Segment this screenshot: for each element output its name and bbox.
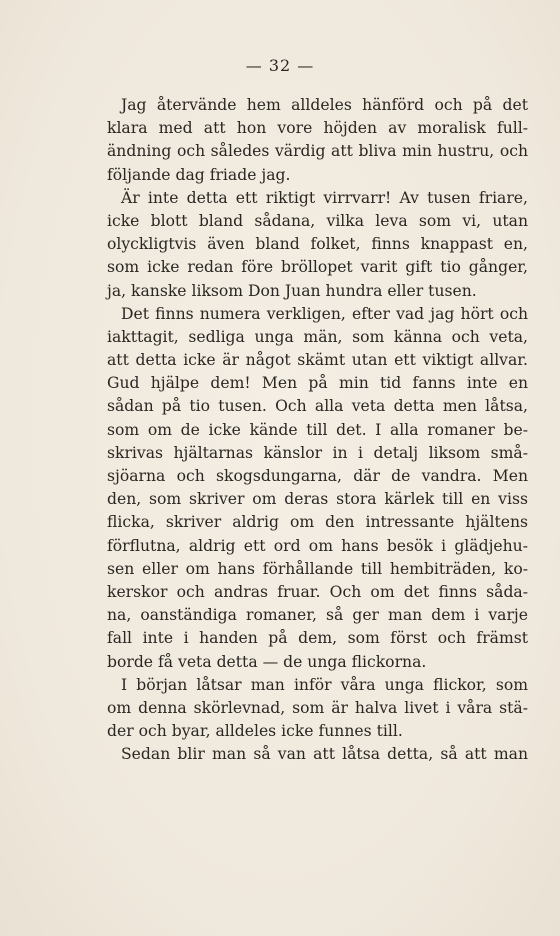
text-line: iakttagit, sedliga unga män, som känna och veta, — [107, 327, 528, 346]
text-line: ändning och således värdig att bliva min hustru, och — [107, 142, 528, 161]
text-line: sen eller om hans förhållande till hembiträden, ko- — [107, 559, 528, 578]
text-line: följande dag friade jag. — [107, 165, 291, 184]
text-line: Jag återvände hem alldeles hänförd och på det — [121, 96, 528, 114]
text-line: borde få veta detta — de unga flickorna. — [107, 652, 427, 671]
page-number: — 32 — — [245, 56, 315, 75]
text-line: skrivas hjältarnas känslor in i detalj liksom små- — [107, 443, 528, 462]
text-line: som om de icke kände till det. I alla romaner be- — [107, 420, 528, 439]
text-line: fall inte i handen på dem, som först och främst — [107, 629, 528, 648]
text-line: Sedan blir man så van att låtsa detta, så att man — [121, 745, 528, 764]
text-line: der och byar, alldeles icke funnes till. — [107, 722, 403, 741]
body-text — [107, 94, 528, 766]
text-line: den, som skriver om deras stora kärlek till en viss — [107, 490, 528, 509]
text-line: na, oanständiga romaner, så ger man dem i varje — [107, 606, 528, 625]
text-line: att detta icke är något skämt utan ett viktigt allvar. — [107, 351, 528, 370]
text-line: om denna skörlevnad, som är halva livet i våra stä- — [107, 698, 528, 717]
text-line: klara med att hon vore höjden av moralisk full- — [107, 119, 528, 138]
text-line: kerskor och andras fruar. Och om det finns såda- — [107, 582, 528, 601]
text-line: sådan på tio tusen. Och alla veta detta men låtsa, — [107, 397, 528, 416]
text-line: som icke redan före bröllopet varit gift tio gånger, — [107, 258, 528, 277]
text-line: sjöarna och skogsdungarna, där de vandra. Men — [107, 467, 528, 485]
text-line: Gud hjälpe dem! Men på min tid fanns inte en — [107, 374, 528, 393]
text-line: Är inte detta ett riktigt virrvarr! Av tusen friare, — [121, 188, 528, 207]
text-line: olyckligtvis även bland folket, finns knappast en, — [107, 235, 528, 254]
text-line: I början låtsar man inför våra unga flickor, som — [121, 675, 528, 694]
text-line: Det finns numera verkligen, efter vad jag hört och — [121, 304, 528, 323]
text-line: ja, kanske liksom Don Juan hundra eller tusen. — [107, 281, 477, 300]
text-line: flicka, skriver aldrig om den intressante hjältens — [107, 513, 528, 532]
text-line: förflutna, aldrig ett ord om hans besök i glädjehu- — [107, 536, 528, 555]
text-line: icke blott bland sådana, vilka leva som vi, utan — [107, 211, 528, 230]
